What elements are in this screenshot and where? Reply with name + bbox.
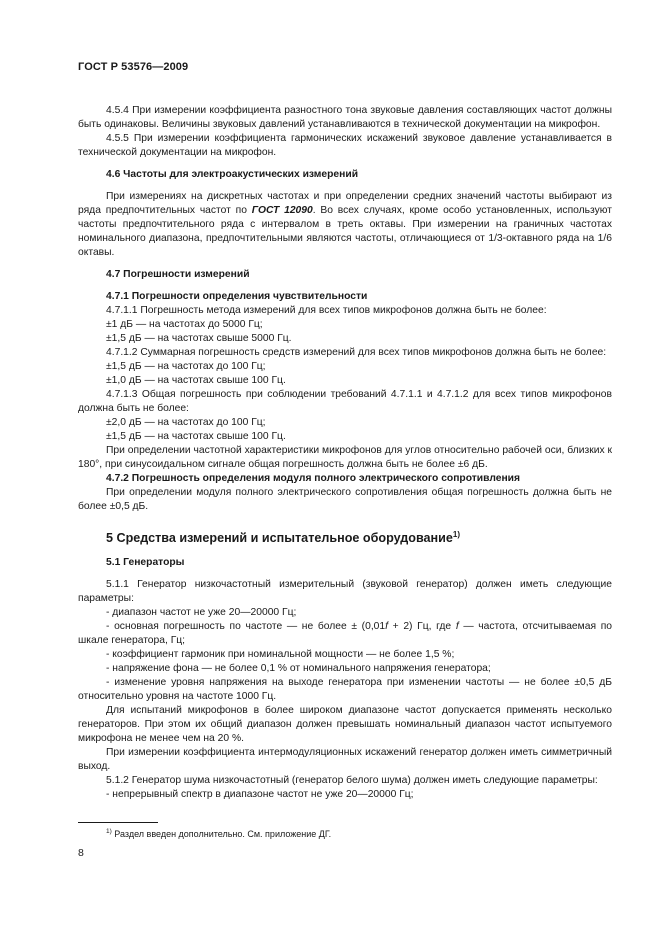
dash-item: - непрерывный спектр в диапазоне частот не уже 20—20000 Гц; (106, 789, 414, 800)
section-5-1-heading: 5.1 Генераторы (106, 557, 185, 568)
paragraph-4-5-5: 4.5.5 При измерении коэффициента гармонических искажений звуковое давление устанавливается в технической документации на микрофон. (78, 133, 612, 158)
paragraph-4-7-1-1: 4.7.1.1 Погрешность метода измерений для всех типов микрофонов должна быть не более: (106, 305, 547, 316)
dash-item (78, 620, 612, 648)
standard-reference: ГОСТ 12090 (251, 205, 313, 216)
dash-item: - изменение уровня напряжения на выходе генератора при изменении частоты — не более ±0,5 дБ относительно уровня на частоте 1000 Гц. (78, 677, 612, 702)
section-4-6-heading: 4.6 Частоты для электроакустических измерений (106, 169, 359, 180)
section-4-7-1-heading: 4.7.1 Погрешности определения чувствительности (106, 291, 368, 302)
document-body (78, 104, 612, 802)
document-header: ГОСТ Р 53576—2009 (78, 61, 189, 73)
section-4-7-2-heading: 4.7.2 Погрешность определения модуля полного электрического сопротивления (106, 473, 521, 484)
footnote (106, 828, 331, 840)
list-item: ±1 дБ — на частотах до 5000 Гц; (106, 319, 263, 330)
page-number: 8 (78, 847, 84, 859)
dash-item: - коэффициент гармоник при номинальной мощности — не более 1,5 %; (106, 649, 455, 660)
paragraph-4-5-4: 4.5.4 При измерении коэффициента разностного тона звуковые давления составляющих частот должны быть одинаковы. Величины звуковых давлений устанавливаются в технической документации на микрофон. (78, 105, 612, 130)
paragraph-4-6 (78, 190, 612, 260)
list-item: ±1,5 дБ — на частотах свыше 100 Гц. (106, 431, 286, 442)
list-item: ±1,5 дБ — на частотах свыше 5000 Гц. (106, 333, 292, 344)
section-5-heading (78, 530, 612, 546)
footnote-marker: 1) (452, 530, 461, 539)
paragraph-4-7-1-3: 4.7.1.3 Общая погрешность при соблюдении требований 4.7.1.1 и 4.7.1.2 для всех типов микрофонов должна быть не более: (78, 389, 612, 414)
paragraph-4-6-text-a: При измерениях на дискретных частотах и при определении средних значений частоты выбирают из ряда предпочтительных частот по (78, 191, 612, 216)
footnote-divider (78, 822, 158, 823)
paragraph-frequency-response: При определении частотной характеристики микрофонов для углов относительно рабочей оси, близких к 180°, при синусоидальном сигнале общая погрешность должна быть не более ±6 дБ. (78, 445, 612, 470)
list-item: ±1,5 дБ — на частотах до 100 Гц; (106, 361, 266, 372)
paragraph-5-1-1: 5.1.1 Генератор низкочастотный измерительный (звуковой генератор) должен иметь следующие параметры: (78, 579, 612, 604)
list-item: ±1,0 дБ — на частотах свыше 100 Гц. (106, 375, 286, 386)
paragraph-4-7-2: При определении модуля полного электрического сопротивления общая погрешность должна быть не более ±0,5 дБ. (78, 487, 612, 512)
paragraph-wide-range: Для испытаний микрофонов в более широком диапазоне частот допускается применять несколько генераторов. При этом их общий диапазон должен превышать номинальный диапазон частот испытуемого микрофона не менее чем на 20 %. (78, 705, 612, 744)
dash-item-text: — частота, отсчитываемая по шкале генератора, Гц; (78, 621, 613, 646)
section-4-7-heading: 4.7 Погрешности измерений (106, 269, 250, 280)
footnote-text: Раздел введен дополнительно. См. приложение ДГ. (114, 829, 332, 839)
section-5-title: 5 Средства измерений и испытательное оборудование (106, 531, 453, 545)
list-item: ±2,0 дБ — на частотах до 100 Гц; (106, 417, 266, 428)
footnote-mark: 1) (106, 828, 112, 835)
paragraph-4-7-1-2: 4.7.1.2 Суммарная погрешность средств измерений для всех типов микрофонов должна быть не более: (106, 347, 607, 358)
dash-item-text: + 2) Гц, где (388, 621, 456, 632)
paragraph-5-1-2: 5.1.2 Генератор шума низкочастотный (генератор белого шума) должен иметь следующие параметры: (106, 775, 598, 786)
paragraph-intermodulation: При измерении коэффициента интермодуляционных искажений генератор должен иметь симметричный выход. (78, 747, 612, 772)
dash-item: - диапазон частот не уже 20—20000 Гц; (106, 607, 297, 618)
frequency-symbol: f (455, 621, 459, 632)
paragraph-4-6-text-b: . Во всех случаях, кроме особо установленных, используют частоты предпочтительного ряда с интервалом в треть октавы. При измерении на граничных частотах номинального диапазона, предпочтительными являются частоты, отличающиеся от 1/3-октавного ряда на 1/6 октавы. (78, 205, 612, 258)
frequency-symbol: f (385, 621, 389, 632)
dash-item-text: - основная погрешность по частоте — не более ± (0,01 (106, 621, 386, 632)
dash-item: - напряжение фона — не более 0,1 % от номинального напряжения генератора; (106, 663, 491, 674)
